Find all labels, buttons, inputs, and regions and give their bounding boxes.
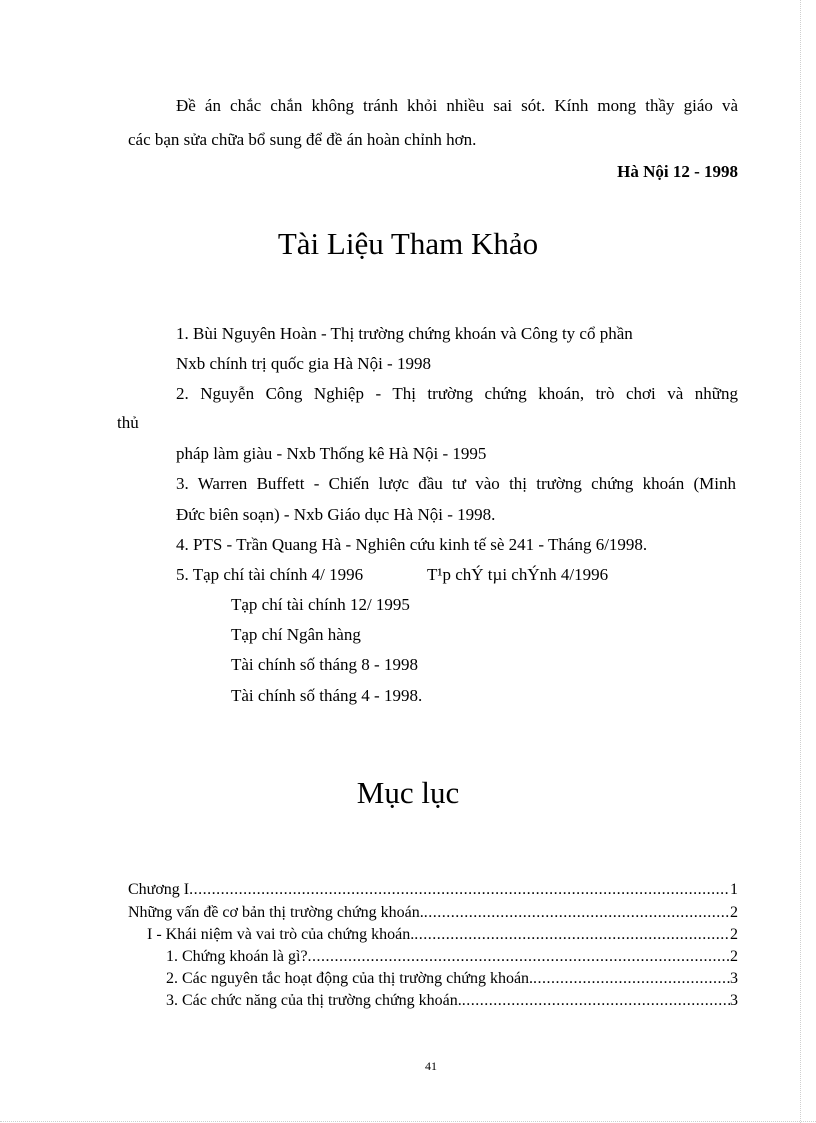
toc-leader-dots xyxy=(189,881,730,899)
toc-entry-page: 3 xyxy=(730,992,738,1009)
toc-entry-label: 2. Các nguyên tắc hoạt động của thị trường chứng khoán. xyxy=(166,970,534,987)
toc-leader-dots xyxy=(414,926,730,944)
toc-leader-dots xyxy=(462,992,730,1010)
reference-3-line-1: 3. Warren Buffett - Chiến lược đầu tư vào thị trường chứng khoán (Minh xyxy=(176,474,736,493)
page-number: 41 xyxy=(425,1059,437,1073)
reference-3-line-2: Đức biên soạn) - Nxb Giáo dục Hà Nội - 1998. xyxy=(176,505,496,524)
reference-2-overflow-word: thủ xyxy=(117,413,139,432)
toc-entry[interactable] xyxy=(166,992,738,1010)
reference-5-line-5: Tài chính số tháng 4 - 1998. xyxy=(231,686,423,705)
toc-leader-dots xyxy=(424,904,730,922)
reference-5-line-4: Tài chính số tháng 8 - 1998 xyxy=(231,655,418,674)
toc-entry-page: 2 xyxy=(730,904,738,921)
reference-4: 4. PTS - Trần Quang Hà - Nghiên cứu kinh tế sè 241 - Tháng 6/1998. xyxy=(176,535,648,554)
reference-1-line-2: Nxb chính trị quốc gia Hà Nội - 1998 xyxy=(176,354,431,373)
toc-entry[interactable] xyxy=(128,904,738,922)
toc-entry[interactable] xyxy=(128,881,738,899)
signature-date: Hà Nội 12 - 1998 xyxy=(617,162,738,181)
page-boundary-right xyxy=(800,0,801,1123)
toc-entry[interactable] xyxy=(166,970,738,988)
toc-entry-page: 2 xyxy=(730,948,738,965)
reference-5-garbled-text: T¹p chÝ tµi chÝnh 4/1996 xyxy=(427,565,609,584)
references-title: Tài Liệu Tham Khảo xyxy=(277,226,539,261)
page-boundary-bottom xyxy=(0,1121,816,1122)
toc-title: Mục lục xyxy=(356,775,460,810)
toc-entry[interactable] xyxy=(166,948,738,966)
toc-entry-label: Những vấn đề cơ bản thị trường chứng khoán. xyxy=(128,904,424,921)
reference-1-line-1: 1. Bùi Nguyên Hoàn - Thị trường chứng khoán và Công ty cổ phần xyxy=(176,324,633,343)
reference-5-line-2: Tạp chí tài chính 12/ 1995 xyxy=(231,595,410,614)
toc-leader-dots xyxy=(308,948,730,966)
toc-entry-page: 1 xyxy=(730,881,738,898)
reference-2-line-2: pháp làm giàu - Nxb Thống kê Hà Nội - 1995 xyxy=(176,444,487,463)
toc-entry-label: 3. Các chức năng của thị trường chứng khoán. xyxy=(166,992,462,1009)
reference-5-line-1: 5. Tạp chí tài chính 4/ 1996 xyxy=(176,565,364,584)
toc-entry-label: 1. Chứng khoán là gì? xyxy=(166,948,308,965)
toc-entry-label: I - Khái niệm và vai trò của chứng khoán. xyxy=(147,926,415,943)
toc-leader-dots xyxy=(533,970,730,988)
toc-entry[interactable] xyxy=(147,926,738,944)
reference-5-line-3: Tạp chí Ngân hàng xyxy=(231,625,361,644)
closing-paragraph-line-2: các bạn sửa chữa bổ sung để đề án hoàn chỉnh hơn. xyxy=(128,130,477,149)
reference-2-line-1: 2. Nguyễn Công Nghiệp - Thị trường chứng khoán, trò chơi và những xyxy=(176,384,738,403)
closing-paragraph-line-1: Đề án chắc chắn không tránh khỏi nhiều sai sót. Kính mong thầy giáo và xyxy=(176,96,738,115)
toc-entry-label: Chương I xyxy=(128,881,190,898)
toc-entry-page: 2 xyxy=(730,926,738,943)
toc-entry-page: 3 xyxy=(730,970,738,987)
